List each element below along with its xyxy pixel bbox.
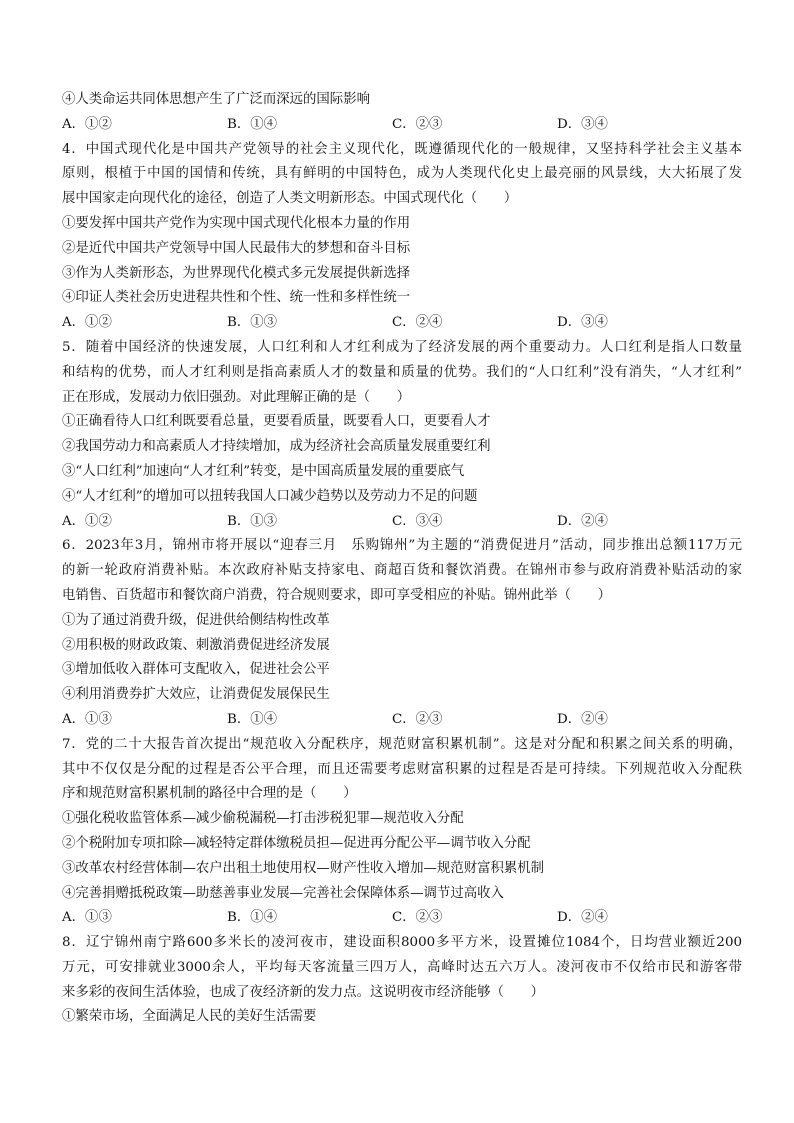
statement-item: ①为了通过消费升级，促进供给侧结构性改革 [62, 612, 330, 628]
option-a: A．①② [62, 116, 112, 132]
option-a: A．①③ [62, 910, 112, 926]
question-stem-line: 原则，根植于中国的国情和传统，具有鲜明的中国特色，成为人类现代化史上最亮丽的风景线，大大拓展了发 [62, 166, 742, 182]
question-stem-line: 来多彩的夜间生活体验，也成了夜经济新的发力点。这说明夜市经济能够（ ） [62, 984, 545, 1000]
statement-item: ④“人才红利”的增加可以扭转我国人口减少趋势以及劳动力不足的问题 [62, 488, 478, 504]
question-stem-line: 8．辽宁锦州南宁路600多米长的凌河夜市，建设面积8000多平方米，设置摊位1084个，日均营业额近200 [62, 935, 742, 951]
question-6 [62, 534, 742, 732]
statement-item: ②我国劳动力和高素质人才持续增加，成为经济社会高质量发展重要红利 [62, 439, 491, 455]
page-content [62, 88, 742, 1030]
previous-question-item-4: ④人类命运共同体思想产生了广泛而深远的国际影响 [62, 92, 370, 107]
question-stem-line: 展中国家走向现代化的途径，创造了人类文明新形态。中国式现代化（ ） [62, 191, 518, 207]
statement-item: ③改革农村经营体制—农户出租土地使用权—财产性收入增加—规范财富积累机制 [62, 860, 545, 876]
option-c: C．②③ [392, 711, 443, 727]
question-stem-line: 万元，可安排就业3000余人，平均每天客流量三四万人，高峰时达五六万人。凌河夜市不仅给市民和游客带 [62, 959, 742, 975]
statement-item: ②用积极的财政政策、刺激消费促进经济发展 [62, 637, 330, 653]
statement-item: ①强化税收监管体系—减少偷税漏税—打击涉税犯罪—规范收入分配 [62, 811, 464, 827]
question-5 [62, 336, 742, 534]
statement-item: ③作为人类新形态，为世界现代化模式多元发展提供新选择 [62, 265, 411, 281]
option-d: D．②④ [557, 513, 608, 529]
option-a: A．①③ [62, 711, 112, 727]
answer-options [62, 708, 742, 733]
option-c: C．②④ [392, 315, 443, 331]
statement-item: ①要发挥中国共产党作为实现中国式现代化根本力量的作用 [62, 215, 411, 231]
question-7 [62, 733, 742, 931]
question-stem-line: 4．中国式现代化是中国共产党领导的社会主义现代化，既遵循现代化的一般规律，又坚持科学社会主义基本 [62, 141, 742, 157]
option-b: B．①③ [227, 315, 278, 331]
statement-item: ①繁荣市场，全面满足人民的美好生活需要 [62, 1009, 317, 1025]
option-d: D．②④ [557, 711, 608, 727]
question-stem-line: 和结构的优势，而人才红利则是指高素质人才的数量和质量的优势。我们的“人口红利”没有消失，“人才红利” [62, 364, 742, 380]
statement-item: ②个税附加专项扣除—减轻特定群体缴税员担—促进再分配公平—调节收入分配 [62, 835, 531, 851]
option-b: B．①④ [227, 116, 278, 132]
option-c: C．②③ [392, 116, 443, 132]
question-stem-line: 序和规范财富积累机制的路径中合理的是（ ） [62, 786, 357, 802]
question-stem-line: 的新一轮政府消费补贴。本次政府补贴支持家电、商超百货和餐饮消费。在锦州市参与政府消费补贴活动的家 [62, 563, 742, 579]
option-c: C．③④ [392, 513, 443, 529]
option-d: D．③④ [557, 116, 608, 132]
option-d: D．③④ [557, 315, 608, 331]
statement-item: ①正确看待人口红利既要看总量，更要看质量，既要看人口，更要看人才 [62, 414, 491, 430]
option-c: C．②③ [392, 910, 443, 926]
option-d: D．②④ [557, 910, 608, 926]
statement-item: ④完善捐赠抵税政策—助慈善事业发展—完善社会保障体系—调节过高收入 [62, 885, 504, 901]
statement-item: ④印证人类社会历史进程共性和个性、统一性和多样性统一 [62, 290, 411, 306]
question-stem-line: 其中不仅仅是分配的过程是否公平合理，而且还需要考虑财富积累的过程是否是可持续。下列规范收入分配秩 [62, 761, 742, 777]
question-stem-line: 正在形成，发展动力依旧强劲。对此理解正确的是（ ） [62, 389, 411, 405]
statement-item: ③“人口红利”加速向“人才红利”转变，是中国高质量发展的重要底气 [62, 463, 465, 479]
question-stem-line: 7．党的二十大报告首次提出“规范收入分配秩序，规范财富积累机制”。这是对分配和积累之间关系的明确， [62, 736, 742, 752]
option-a: A．①② [62, 315, 112, 331]
statement-item: ②是近代中国共产党领导中国人民最伟大的梦想和奋斗目标 [62, 240, 411, 256]
statement-item: ④利用消费券扩大效应，让消费促发展保民生 [62, 687, 330, 703]
question-stem-line: 6．2023年3月，锦州市将开展以“迎春三月 乐购锦州”为主题的“消费促进月”活动，同步推出总额117万元 [62, 538, 742, 554]
option-b: B．①④ [227, 711, 278, 727]
answer-options [62, 906, 742, 931]
statement-item: ③增加低收入群体可支配收入，促进社会公平 [62, 662, 330, 678]
option-a: A．①② [62, 513, 112, 529]
previous-question-options [62, 113, 742, 138]
question-4 [62, 138, 742, 336]
answer-options [62, 311, 742, 336]
question-8 [62, 931, 742, 1030]
answer-options [62, 510, 742, 535]
question-stem-line: 电销售、百货超市和餐饮商户消费，符合规则要求，即可享受相应的补贴。锦州此举（ ） [62, 587, 612, 603]
option-b: B．①④ [227, 910, 278, 926]
option-b: B．①③ [227, 513, 278, 529]
question-stem-line: 5．随着中国经济的快速发展，人口红利和人才红利成为了经济发展的两个重要动力。人口红利是指人口数量 [62, 339, 742, 355]
